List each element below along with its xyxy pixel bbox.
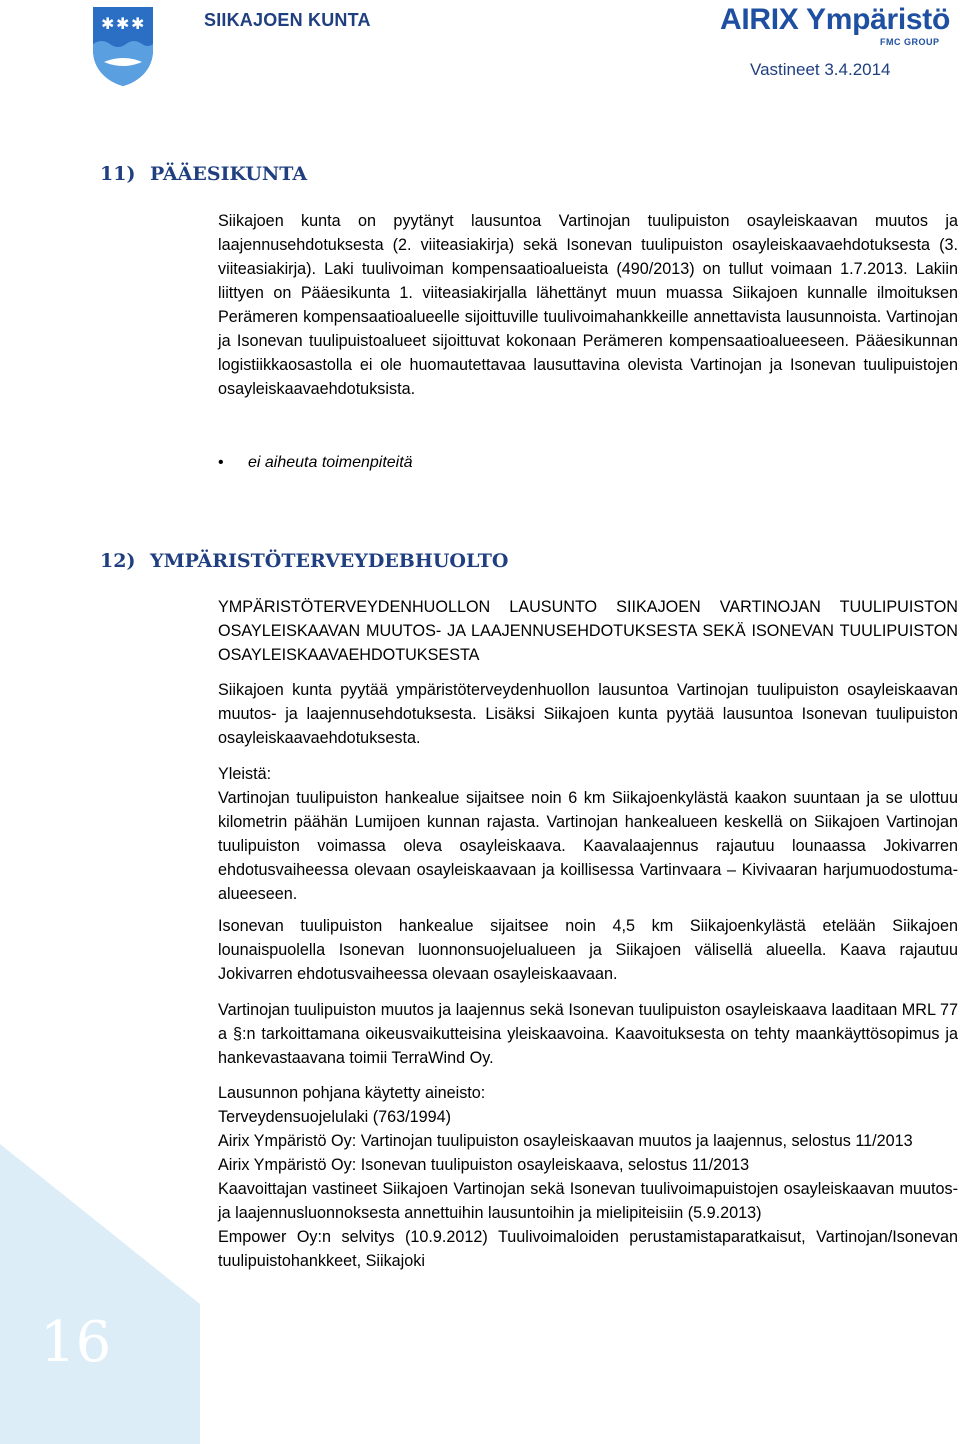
- section-11-heading: [100, 163, 307, 185]
- page-corner-decoration: [0, 1144, 200, 1444]
- materials-list: [218, 1105, 958, 1273]
- section-12-paragraph-2: Vartinojan tuulipuiston hankealue sijaitsee noin 6 km Siikajoenkylästä kaakon suuntaan ja se ulottuu kilometrin päähän Lumijoen kunnan rajasta. Vartinojan hankealueen keskellä on Siikajoen Vartinojan tuulipuiston voimassa oleva osayleiskaava. Kaavalaajennus rajautuu lounaassa Jokivarren ehdotusvaiheessa olevaan osayleiskaavaan ja koillisessa Vartinvaara – Kivivaaran harjumuodostuma-alueeseen.: [218, 789, 958, 903]
- section-11-number: 11): [100, 163, 136, 185]
- section-12-paragraph-4: Vartinojan tuulipuiston muutos ja laajennus sekä Isonevan tuulipuiston osayleiskaava laaditaan MRL 77 a §:n tarkoittamana oikeusvaikutteisina yleiskaavoina. Kaavoituksesta on tehty maankäyttösopimus ja hankevastaavana toimii TerraWind Oy.: [218, 1001, 958, 1067]
- bullet-text: ei aiheuta toimenpiteitä: [248, 454, 413, 471]
- document-date: Vastineet 3.4.2014: [750, 60, 891, 79]
- page-header: [0, 0, 960, 90]
- municipality-name: SIIKAJOEN KUNTA: [204, 10, 371, 30]
- page-number: 16: [40, 1310, 112, 1375]
- yleista-label: Yleistä:: [218, 765, 272, 783]
- section-12-title: YMPÄRISTÖTERVEYDEBHUOLTO: [150, 550, 509, 572]
- bullet-icon: •: [218, 454, 224, 471]
- section-11-paragraph: Siikajoen kunta on pyytänyt lausuntoa Vartinojan tuulipuiston osayleiskaavan muutos ja laajennusehdotuksesta (2. viiteasiakirja) sekä Isonevan tuulipuiston osayleiskaavaehdotuksesta (3. viiteasiakirja). Laki tuulivoiman kompensaatioalueista (490/2013) on tullut voimaan 1.7.2013. Lakiin liittyen on Pääesikunta 1. viiteasiakirjalla lähettänyt muun muassa Siikajoen kunnalle ilmoituksen Perämeren kompensaatioalueelle sijoittuville tuulivoimahankkeille annettavista lausunnoista. Vartinojan ja Isonevan tuulipuistoalueet sijoittuvat kokonaan Perämeren kompensaatioalueeseen. Pääesikunnan logistiikkaosastolla ei ole huomautettavaa lausuttavina olevista Vartinojan ja Isonevan tuulipuistojen osayleiskaavaehdotuksista.: [218, 212, 958, 398]
- section-12-subtitle: YMPÄRISTÖTERVEYDENHUOLLON LAUSUNTO SIIKAJOEN VARTINOJAN TUULIPUISTON OSAYLEISKAAVAN MUUTOS- JA LAAJENNUSEHDOTUKSESTA SEKÄ ISONEVAN TUULIPUISTON OSAYLEISKAAVAEHDOTUKSESTA: [218, 598, 958, 664]
- section-11-bullet: [218, 454, 413, 472]
- airix-logo: [720, 3, 951, 47]
- airix-subbrand: FMC GROUP: [880, 37, 940, 47]
- materials-item: Airix Ympäristö Oy: Vartinojan tuulipuiston osayleiskaavan muutos ja laajennus, selostus 11/2013: [218, 1132, 913, 1150]
- svg-text:✱: ✱: [101, 14, 115, 33]
- svg-text:✱: ✱: [131, 14, 145, 33]
- airix-brand: AIRIX Ympäristö: [720, 3, 951, 36]
- materials-item: Kaavoittajan vastineet Siikajoen Vartinojan sekä Isonevan tuulivoimapuistojen osayleiskaavan muutos- ja laajennusluonnoksesta annettuihin lausuntoihin ja mielipiteisiin (5.9.2013): [218, 1180, 958, 1222]
- section-11-title: PÄÄESIKUNTA: [150, 163, 308, 185]
- section-12-paragraph-1: Siikajoen kunta pyytää ympäristöterveydenhuollon lausuntoa Vartinojan tuulipuiston osayleiskaavan muutos- ja laajennusehdotuksesta. Lisäksi Siikajoen kunta pyytää lausuntoa Isonevan tuulipuiston osayleiskaavaehdotuksesta.: [218, 681, 958, 747]
- materials-item: Terveydensuojelulaki (763/1994): [218, 1108, 452, 1126]
- section-12-paragraph-3: Isonevan tuulipuiston hankealue sijaitsee noin 4,5 km Siikajoenkylästä etelään Siikajoen lounaispuolella Isonevan luonnonsuojelualueen ja Siikajoen välisellä alueella. Kaava rajautuu Jokivarren ehdotusvaiheessa olevaan osayleiskaavaan.: [218, 917, 958, 983]
- svg-text:✱: ✱: [116, 14, 130, 33]
- materials-item: Airix Ympäristö Oy: Isonevan tuulipuiston osayleiskaava, selostus 11/2013: [218, 1156, 750, 1174]
- materials-label: Lausunnon pohjana käytetty aineisto:: [218, 1084, 486, 1102]
- municipality-crest-icon: [90, 4, 156, 88]
- section-12-number: 12): [100, 550, 136, 572]
- materials-item: Empower Oy:n selvitys (10.9.2012) Tuulivoimaloiden perustamistaparatkaisut, Vartinojan/Isonevan tuulipuistohankkeet, Siikajoki: [218, 1228, 958, 1270]
- section-12-heading: [100, 550, 508, 572]
